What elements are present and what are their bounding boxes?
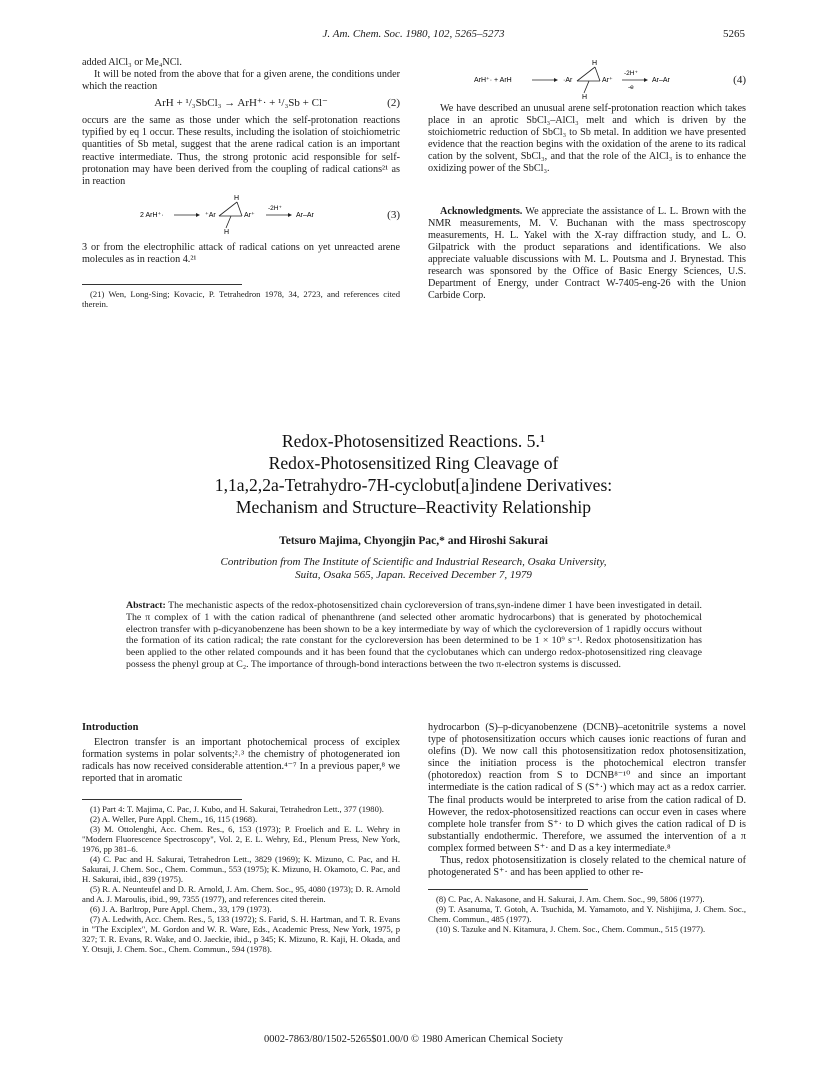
paragraph: hydrocarbon (S)–p-dicyanobenzene (DCNB)–acetonitrile systems a novel type of photosensitization occurs which causes ionic reactions of furan and olefins (D). We now call this photosensitization redox photosensitization, since the initiation process is the photochemical electron transfer (photoredox) reaction from S to DCNB⁸⁻¹⁰ and since an important intermediate is the cation radical of S (S⁺·) which may act as a redox carrier. The final products would be interpreted to arise from the cation radical of D. However, the redox-photosensitized reactions can occur even in cases where complete hole transfer from S⁺· to D which gives the cation radical of D is substantially endothermic. Therefore, we assumed the intervention of a π complex formed between S⁺· and D as a key intermediate.⁸ xyxy=(428,722,746,854)
reaction-scheme-3 xyxy=(82,192,400,236)
arrow-sublabel: -e xyxy=(628,84,634,91)
scheme-product: Ar–Ar xyxy=(652,77,670,84)
paragraph: Thus, redox photosensitization is closely related to the chemical nature of photogenerated S⁺· and has been applied to other re- xyxy=(428,855,746,879)
footnote: (4) C. Pac and H. Sakurai, Tetrahedron Lett., 3829 (1969); K. Mizuno, C. Pac, and H. Sakurai, J. Chem. Soc., Chem. Commun., 553 (1975); K. Mizuno, H. Okamoto, C. Pac, and H. Sakurai, ibid., 839 (1975). xyxy=(82,854,400,885)
abstract-body: The mechanistic aspects of the redox-photosensitized chain cycloreversion of trans,syn-indene dimer 1 have been investigated in detail. The π complex of 1 with the cation radical of phenanthrene (and selected other aromatic hydrocarbons) that is generated by photochemical electron transfer with p-dicyanobenzene has been shown to be a key intermediate by way of which the cycloreversion of 1 rapidly occurs without the formation of its cation radical; the rate constant for the cycloreversion has been determined to be 1 × 10⁹ s⁻¹. Redox photosensitization has been applied to the other related compounds and it has been found that the cyclobutanes which can undergo redox-photosensitized ring cleavage possess the phenyl group at C₂. The importance of through-bond interactions between the two π-electron systems is discussed. xyxy=(126,600,702,670)
bond-line xyxy=(577,67,595,81)
scheme-3-drawing xyxy=(82,192,382,236)
affiliation xyxy=(0,556,827,582)
hydrogen-label: H xyxy=(592,60,598,67)
right-column-bottom xyxy=(428,722,746,934)
footnote-block xyxy=(82,289,400,309)
footnote: (6) J. A. Barltrop, Pure Appl. Chem., 33, 179 (1973). xyxy=(90,904,272,915)
footnote-rule xyxy=(82,799,242,800)
footnote: (3) M. Ottolenghi, Acc. Chem. Res., 6, 153 (1973); P. Froelich and E. L. Wehry in "Modern Fluorescence Spectroscopy", Vol. 2, E. L. Wehry, Ed., Plenum Press, New York, 1976, pp 381–6. xyxy=(82,824,400,855)
bond-line xyxy=(584,81,589,93)
footnote: (7) A. Ledwith, Acc. Chem. Res., 5, 133 (1972); S. Farid, S. H. Hartman, and T. R. Evans in "The Exciplex", M. Gordon and W. R. Ware, Eds., Academic Press, New York, 1975, p 327; T. R. Evans, R. Wake, and O. Jaeckie, ibid., p 345; K. Mizuno, R. Kaji, H. Okada, and Y. Otsuji, J. Chem. Soc., Chem. Commun., 594 (1978). xyxy=(82,914,400,955)
reaction-scheme-4 xyxy=(428,57,746,101)
scheme-reactant: ArH⁺· + ArH xyxy=(474,77,512,84)
section-heading: Introduction xyxy=(82,722,139,733)
title-line: 1,1a,2,2a-Tetrahydro-7H-cyclobut[a]indene Derivatives: xyxy=(214,475,613,495)
footnote-rule xyxy=(428,889,588,890)
title-line: Mechanism and Structure–Reactivity Relationship xyxy=(235,497,592,517)
equation-2 xyxy=(82,93,400,115)
arrowhead xyxy=(288,213,292,217)
footnotes-right xyxy=(428,894,746,934)
footnotes-left xyxy=(82,804,400,954)
abstract xyxy=(126,600,702,671)
equation-number: (3) xyxy=(387,208,400,221)
scheme-ar-right: Ar⁺ xyxy=(602,77,613,84)
right-column-top xyxy=(428,57,746,302)
hydrogen-label: H xyxy=(234,194,240,202)
footnote-rule xyxy=(82,284,242,285)
scheme-ar-right: Ar⁺ xyxy=(244,211,255,219)
footnote: (9) T. Asanuma, T. Gotoh, A. Tsuchida, M. Yamamoto, and Y. Nishijima, J. Chem. Soc., Chem. Commun., 485 (1977). xyxy=(428,904,746,925)
title-line: Redox-Photosensitized Reactions. 5.¹ xyxy=(281,431,546,451)
footnote: (8) C. Pac, A. Nakasone, and H. Sakurai, J. Am. Chem. Soc., 99, 5806 (1977). xyxy=(436,894,705,905)
running-header xyxy=(0,28,827,44)
left-column-top xyxy=(82,57,400,309)
arrowhead xyxy=(644,78,648,82)
paragraph: It will be noted from the above that for a given arene, the conditions under which the reaction xyxy=(82,69,400,93)
author-list: Tetsuro Majima, Chyongjin Pac,* and Hiroshi Sakurai xyxy=(279,535,548,547)
arrowhead xyxy=(196,213,200,217)
left-column-bottom xyxy=(82,722,400,954)
bond-line xyxy=(226,216,231,228)
bond-line xyxy=(219,202,237,216)
affiliation-line: Contribution from The Institute of Scientific and Industrial Research, Osaka University, xyxy=(220,556,607,568)
bond-line xyxy=(595,67,600,81)
scheme-ar-left: ·Ar xyxy=(563,77,573,84)
affiliation-line: Suita, Osaka 565, Japan. Received December 7, 1979 xyxy=(295,569,532,581)
paragraph: 3 or from the electrophilic attack of radical cations on yet unreacted arene molecules as in reaction 4.²¹ xyxy=(82,241,400,265)
arrowhead xyxy=(554,78,558,82)
continued-line: added AlCl₃ or Me₄NCl. xyxy=(82,57,182,68)
acknowledgments-body: We appreciate the assistance of L. L. Brown with the NMR measurements, M. V. Buchanan with the mass spectroscopy measurements, H. L. Yakel with the X-ray diffraction study, and L. O. Gilpatrick with the product separations and identifications. We also appreciate valuable discussions with M. L. Poutsma and J. Brynestad. This research was sponsored by the Office of Basic Energy Sciences, U.S. Department of Energy, under Contract W-7405-eng-26 with the Union Carbide Corp. xyxy=(428,205,746,302)
paragraph: occurs are the same as those under which the self-protonation reactions typified by eq 1 occur. These results, including the isolation of stoichiometric quantities of Sb metal, suggest that the arene radical cation is an important reactive intermediate. Thus, the strong protonic acid responsible for self-protonation may have been derived from the coupling of radical cations²¹ as in reaction xyxy=(82,115,400,187)
equation-number: (2) xyxy=(387,97,400,110)
hydrogen-label: H xyxy=(224,228,230,236)
journal-citation: J. Am. Chem. Soc. 1980, 102, 5265–5273 xyxy=(322,28,505,40)
scheme-product: Ar–Ar xyxy=(296,211,314,219)
arrow-label: -2H⁺ xyxy=(624,70,638,77)
page-footer: 0002-7863/80/1502-5265$01.00/0 © 1980 American Chemical Society xyxy=(263,1034,564,1045)
arrow-label: -2H⁺ xyxy=(268,204,282,212)
abstract-heading: Abstract: xyxy=(126,600,166,611)
paragraph: We have described an unusual arene self-protonation reaction which takes place in an aprotic SbCl₃–AlCl₃ melt and which is driven by the stoichiometric reduction of SbCl₃ to Sb metal. In addition we have presented evidence that the reaction begins with the oxidation of the arene to its radical cation by the solvent, SbCl₃, and that the role of the AlCl₃ is to enhance the oxidizing power of the SbCl₃. xyxy=(428,103,746,175)
scheme-ar-left: ⁺Ar xyxy=(205,211,216,219)
scheme-reactant: 2 ArH⁺· xyxy=(140,211,164,219)
footnote-21: (21) Wen, Long-Sing; Kovacic, P. Tetrahedron 1978, 34, 2723, and references cited therein. xyxy=(82,289,400,310)
article-title xyxy=(0,430,827,518)
footnote: (5) R. A. Neunteufel and D. R. Arnold, J. Am. Chem. Soc., 95, 4080 (1973); D. R. Arnold and A. J. Maroulis, ibid., 99, 7355 (1977), and references cited therein. xyxy=(82,884,400,905)
acknowledgments-heading: Acknowledgments. xyxy=(440,205,523,217)
acknowledgments xyxy=(428,206,746,303)
hydrogen-label: H xyxy=(582,94,588,101)
paragraph: Electron transfer is an important photochemical process of exciplex formation systems in polar solvents;²˒³ the chemistry of photogenerated ion radicals has now received considerable attention.⁴⁻⁷ In a previous paper,⁸ we reported that in aromatic xyxy=(82,737,400,785)
equation-number: (4) xyxy=(733,74,746,86)
footnote: (1) Part 4: T. Majima, C. Pac, J. Kubo, and H. Sakurai, Tetrahedron Lett., 377 (1980). xyxy=(90,804,384,815)
scheme-4-drawing xyxy=(428,57,728,101)
title-line: Redox-Photosensitized Ring Cleavage of xyxy=(268,453,559,473)
footnote: (2) A. Weller, Pure Appl. Chem., 16, 115 (1968). xyxy=(90,814,258,825)
page-number: 5265 xyxy=(723,28,745,40)
footnote: (10) S. Tazuke and N. Kitamura, J. Chem. Soc., Chem. Commun., 515 (1977). xyxy=(436,924,706,935)
bond-line xyxy=(237,202,242,216)
equation-expression: ArH + ¹/₃SbCl₃ → ArH⁺· + ¹/₃Sb + Cl⁻ xyxy=(154,97,328,110)
